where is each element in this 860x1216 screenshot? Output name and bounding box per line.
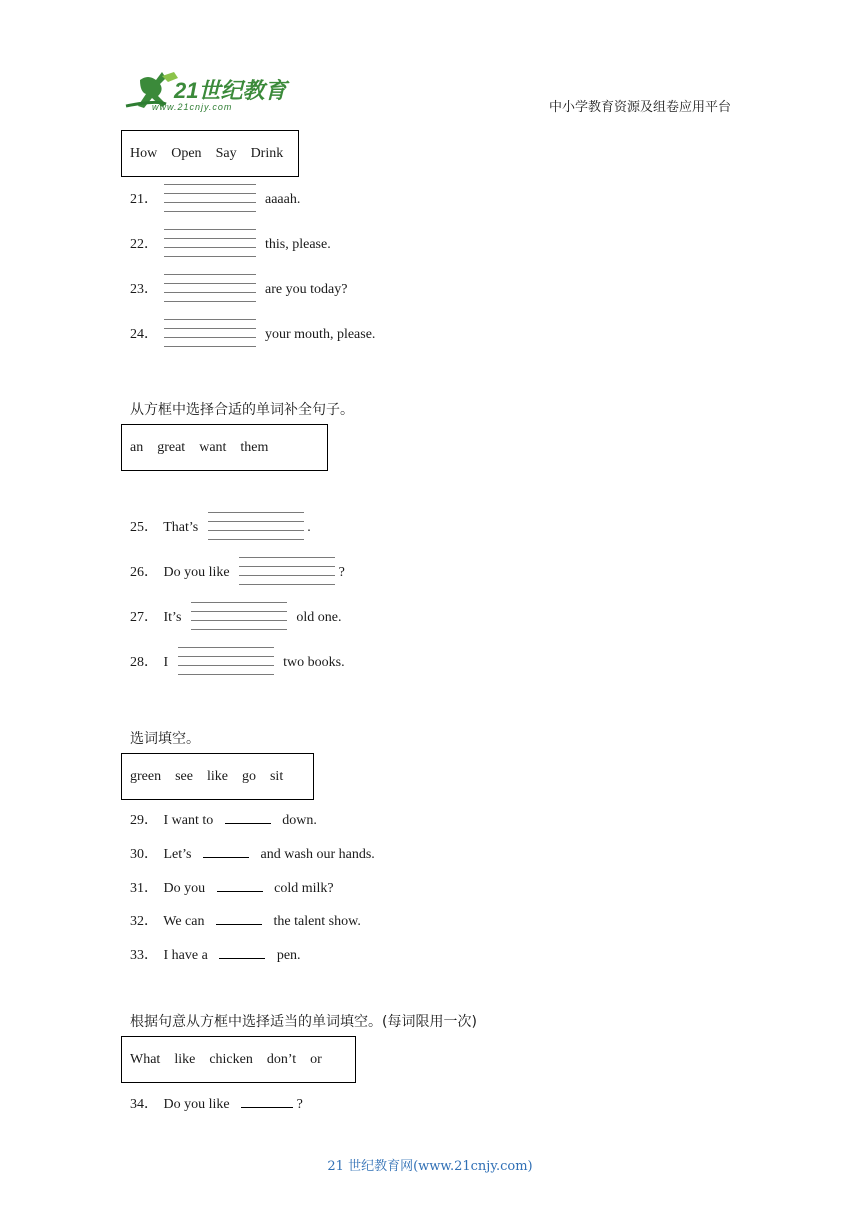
word: green (130, 768, 162, 784)
question-text-after: down. (282, 813, 317, 828)
question-number: 21． (130, 192, 158, 208)
logo-url-text: www.21cnjy.com (152, 102, 233, 112)
question-text-after: old one. (296, 610, 342, 626)
question-number: 33． (130, 948, 158, 963)
question-text-after: and wash our hands. (260, 847, 375, 862)
question-text-after: aaaah. (265, 192, 301, 208)
question-text-before: That’s (163, 520, 199, 536)
question-text-before: We can (163, 914, 205, 929)
question-text-after: . (307, 520, 311, 536)
word: Drink (250, 145, 284, 161)
question-text-before: Do you like (163, 565, 230, 581)
question-text-after: cold milk? (274, 881, 334, 896)
question-number: 27． (130, 610, 158, 626)
word: Open (171, 145, 202, 161)
question-text-after: this, please. (265, 237, 331, 253)
question-34 (130, 1093, 303, 1113)
question-text-before: I have a (163, 948, 208, 963)
word: go (241, 768, 256, 784)
word: or (310, 1051, 322, 1067)
question-32 (130, 910, 361, 930)
answer-blank[interactable] (239, 557, 335, 589)
question-text-after: are you today? (265, 282, 348, 298)
logo-main-text: 21世纪教育 (174, 78, 287, 103)
question-number: 32． (130, 914, 158, 929)
question-text-before: Do you like (163, 1097, 230, 1112)
question-text-before: Do you (163, 881, 206, 896)
section-heading: 根据句意从方框中选择适当的单词填空。(每词限用一次) (130, 1014, 477, 1030)
answer-blank[interactable] (241, 1095, 293, 1108)
answer-blank[interactable] (164, 184, 256, 216)
question-text-after: pen. (276, 948, 301, 963)
question-26 (130, 557, 345, 589)
question-23 (130, 274, 347, 306)
answer-blank[interactable] (217, 879, 263, 892)
word: an (130, 439, 144, 455)
question-number: 31． (130, 881, 158, 896)
word-box-2 (121, 424, 328, 471)
question-27 (130, 602, 342, 634)
question-number: 29． (130, 813, 158, 828)
question-21 (130, 184, 300, 216)
question-number: 34． (130, 1097, 158, 1112)
question-text-after: ? (338, 565, 345, 581)
word: see (175, 768, 193, 784)
word-box-4 (121, 1036, 356, 1083)
word: Say (215, 145, 237, 161)
question-text-before: It’s (163, 610, 182, 626)
answer-blank[interactable] (219, 946, 265, 959)
answer-blank[interactable] (191, 602, 287, 634)
word: don’t (266, 1051, 297, 1067)
question-text-before: Let’s (163, 847, 192, 862)
question-text-after: the talent show. (273, 914, 361, 929)
question-33 (130, 944, 301, 964)
section-heading: 从方框中选择合适的单词补全句子。 (130, 402, 354, 418)
word-box-1 (121, 130, 299, 177)
question-number: 23． (130, 282, 158, 298)
question-28 (130, 647, 345, 679)
question-24 (130, 319, 375, 351)
footer-text: 21 世纪教育网(www.21cnjy.com) (327, 1159, 533, 1174)
question-number: 22． (130, 237, 158, 253)
answer-blank[interactable] (178, 647, 274, 679)
answer-blank[interactable] (225, 811, 271, 824)
platform-text: 中小学教育资源及组卷应用平台 (549, 100, 732, 115)
question-number: 30． (130, 847, 158, 862)
word: chicken (209, 1051, 253, 1067)
word: want (199, 439, 227, 455)
question-31 (130, 877, 334, 897)
question-text-after: your mouth, please. (265, 327, 376, 343)
word: What (130, 1051, 161, 1067)
answer-blank[interactable] (164, 274, 256, 306)
answer-blank[interactable] (164, 319, 256, 351)
answer-blank[interactable] (208, 512, 304, 544)
question-22 (130, 229, 331, 261)
question-text-before: I (163, 655, 169, 671)
question-text-before: I want to (163, 813, 214, 828)
word: like (206, 768, 228, 784)
question-text-after: ? (296, 1097, 303, 1112)
section-heading: 选词填空。 (130, 731, 200, 747)
question-text-after: two books. (283, 655, 345, 671)
word: like (174, 1051, 196, 1067)
question-number: 26． (130, 565, 158, 581)
word-box-3 (121, 753, 314, 800)
word: great (157, 439, 186, 455)
question-number: 28． (130, 655, 158, 671)
question-25 (130, 512, 311, 544)
logo (122, 70, 292, 116)
question-number: 25． (130, 520, 158, 536)
question-30 (130, 843, 375, 863)
answer-blank[interactable] (203, 845, 249, 858)
question-number: 24． (130, 327, 158, 343)
word: How (130, 145, 158, 161)
question-29 (130, 809, 317, 829)
word: them (240, 439, 269, 455)
answer-blank[interactable] (216, 912, 262, 925)
word: sit (269, 768, 284, 784)
answer-blank[interactable] (164, 229, 256, 261)
